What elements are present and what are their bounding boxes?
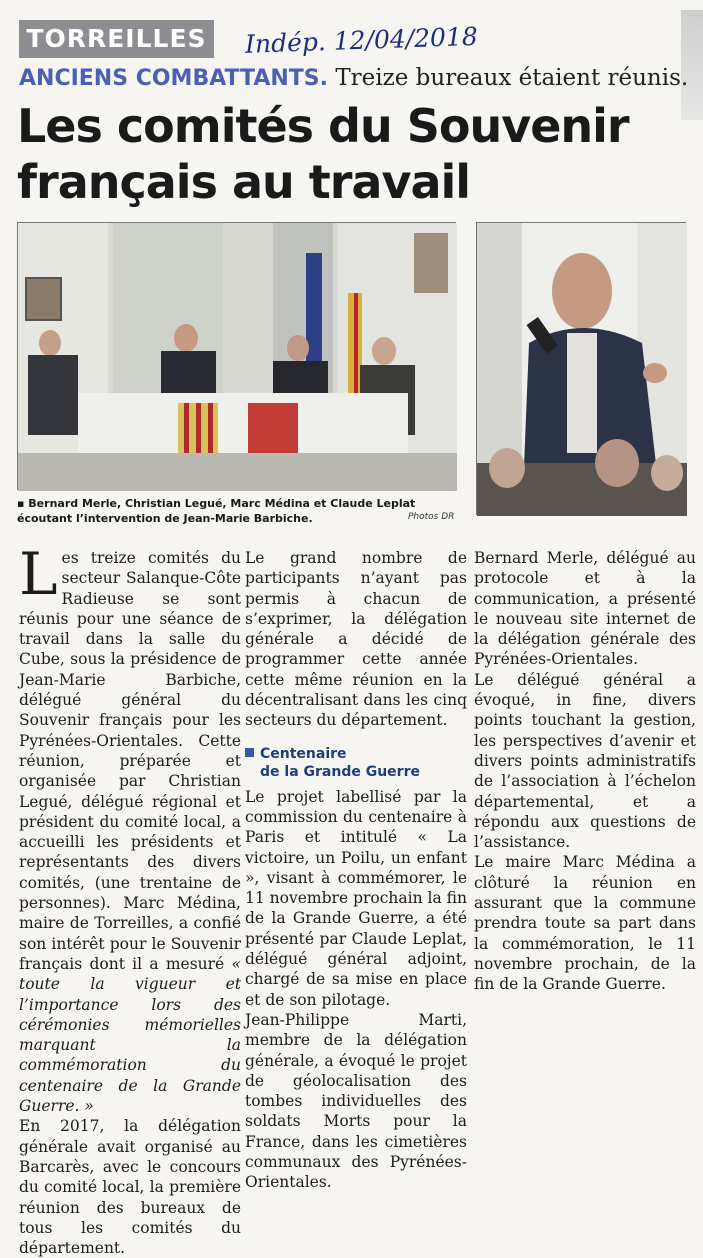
paragraph-general-delegate: Le délégué général a évoqué, in fine, divers points touchant la gestion, les perspectives d’avenir et divers points administratifs de l’association à l’échelon départemental, et a répondu aux questions de l’assistance. xyxy=(474,670,696,852)
photo-caption xyxy=(17,496,457,526)
kicker xyxy=(19,62,699,94)
speaker-photo-image xyxy=(477,223,687,516)
photo-credit: Photos DR xyxy=(408,512,455,522)
kicker-subtitle: Treize bureaux étaient réunis. xyxy=(335,65,689,91)
meeting-photo-image xyxy=(18,223,457,491)
drop-cap: L xyxy=(19,540,58,608)
paragraph-project: Le projet labellisé par la commission du centenaire à Paris et intitulé « La victoire, un Poilu, un enfant », visant à commémorer, le 11 novembre prochain la fin de la Grande Guerre, a été présenté par Claude Leplat, délégué général adjoint, chargé de sa mise en place et de son pilotage. xyxy=(245,787,467,1009)
meeting-photo xyxy=(17,222,456,490)
paragraph-2017: En 2017, la délégation générale avait organisé au Barcarès, avec le concours du comité local, la première réunion des bureaux de tous les comités du département. xyxy=(19,1117,241,1258)
caption-line-1: ▪ Bernard Merle, Christian Legué, Marc Médina et Claude Leplat xyxy=(17,497,416,510)
speaker-photo xyxy=(476,222,686,515)
article-column-3 xyxy=(474,548,696,995)
section-tag: TORREILLES xyxy=(19,20,214,58)
paragraph-intro: Les treize comités du secteur Salanque-Côte Radieuse se sont réunis pour une séance de travail dans la salle du Cube, sous la présidence de Jean-Marie Barbiche, délégué général du Souvenir français pour les Pyrénées-Orientales. Cette réunion, préparée et organisée par Christian Legué, délégué régional et président du comité local, a accueilli les présidents et représentants des divers comités, (une trentaine de personnes). Marc Médina, maire de Torreilles, a confié son intérêt pour le Souvenir français dont il a mesuré « toute la vigueur et l’importance lors des cérémonies mémorielles marquant la commémoration du centenaire de la Grande Guerre. » xyxy=(19,540,241,1116)
subhead-centenaire xyxy=(245,745,467,781)
article-column-1 xyxy=(19,540,241,1258)
paragraph-website: Bernard Merle, délégué au protocole et à la communication, a présenté le nouveau site internet de la délégation générale des Pyrénées-Orientales. xyxy=(474,549,696,669)
mayor-quote: « toute la vigueur et l’importance lors des cérémonies mémorielles marquant la commémoration du centenaire de la Grande Guerre. » xyxy=(19,954,241,1116)
headline xyxy=(17,98,687,210)
headline-line-2: français au travail xyxy=(17,155,471,209)
subhead-line-1: Centenaire xyxy=(260,745,347,762)
paragraph-participants: Le grand nombre de participants n’ayant pas permis à chacun de s’exprimer, la délégation générale a décidé de programmer cette année cette même réunion en la décentralisant dans les cinq secteurs du département. xyxy=(245,549,467,730)
headline-line-1: Les comités du Souvenir xyxy=(17,99,629,153)
paragraph-closing: Le maire Marc Médina a clôturé la réunion en assurant que la commune prendra toute sa part dans la commémoration, le 11 novembre prochain, de la fin de la Grande Guerre. xyxy=(474,853,696,994)
handwritten-date-note: Indép. 12/04/2018 xyxy=(244,21,479,59)
article-column-2 xyxy=(245,548,467,1193)
paragraph-geolocation: Jean-Philippe Marti, membre de la délégation générale, a évoqué le projet de géolocalisation des tombes individuelles des soldats Morts pour la France, dans les cimetières communaux des Pyrénées-Orientales. xyxy=(245,1010,467,1192)
subhead-line-2: de la Grande Guerre xyxy=(260,763,420,780)
caption-line-2: écoutant l’intervention de Jean-Marie Barbiche. xyxy=(17,512,313,525)
kicker-rubric: ANCIENS COMBATTANTS. xyxy=(19,66,328,91)
subhead-bullet-icon xyxy=(245,748,254,757)
